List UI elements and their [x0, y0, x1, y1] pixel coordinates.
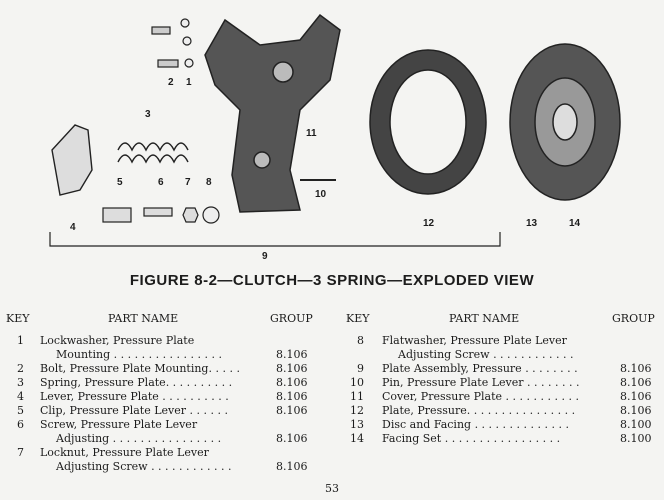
assembly-bracket	[50, 232, 500, 246]
small-parts-drawing	[103, 207, 219, 223]
right-part-name-header: PART NAME	[449, 312, 520, 325]
callout-7: 7	[185, 177, 191, 188]
left-key-header: KEY	[6, 312, 30, 325]
right-group-header: GROUP	[612, 312, 655, 325]
catalog-page: 1 2 3 4 5 6 7 8 9 10 11 12 13 14 FIGURE 8-2—CLUTCH—3 SPRING—EXPLODED VIEW KEY PART NAME GROUP KEY PART NAME GROUP 1 Lockwasher, Pressure Plate Mounting . . . . . . . . . . . . . . . . 8.106 2 Bolt, Pressure Plate Mounting. . . . . 8.106 3 Spring, Pressure Plate. . . . . . . . . . 8.106 4 Lever, Pressure Plate . . . . . . . . . . 8.106 5 Clip, Pressure Plate Lever . . . . . . 8.106 6 Screw, Pressure Plate Lever Adjusting . . . . . . . . . . . . . . . . 8.106 7 Locknut, Pressure Plate Lever Adjusting Screw . . . . . . . . . . . . 8.106 8 Flatwasher, Pressure Plate Lever Adjusting Screw . . . . . . . . . . . . 9 Plate Assembly, Pressure . . . . . . . . 8.106 10 Pin, Pressure Plate Lever . . . . . . . . 8.106 11 Cover, Pressure Plate . . . . . . . . . . . 8.106 12 Plate, Pressure. . . . . . . . . . . . . . . . 8.106 13 Disc and Facing . . . . . . . . . . . . . . 8.100 14 Facing Set . . . . . . . . . . . . . . . . . 8.100 53	[0, 0, 664, 500]
callout-1: 1	[186, 77, 192, 88]
callout-4: 4	[70, 222, 76, 233]
callout-14: 14	[569, 218, 581, 229]
bolt-lockwasher-drawing	[152, 19, 193, 67]
cover-drawing	[205, 15, 340, 212]
callout-12: 12	[423, 218, 435, 229]
callout-3: 3	[145, 109, 151, 120]
callout-2: 2	[168, 77, 174, 88]
pressure-plate-drawing	[370, 50, 486, 194]
spring-drawing	[118, 143, 188, 162]
callout-11: 11	[306, 128, 317, 139]
left-part-name-header: PART NAME	[108, 312, 179, 325]
left-group-header: GROUP	[270, 312, 313, 325]
callout-13: 13	[526, 218, 538, 229]
right-key-header: KEY	[346, 312, 370, 325]
callout-10: 10	[315, 189, 327, 200]
callout-5: 5	[117, 177, 123, 188]
callout-8: 8	[206, 177, 212, 188]
page-number: 53	[325, 482, 339, 495]
clutch-disc-drawing	[510, 44, 620, 200]
lever-drawing	[52, 125, 92, 195]
callout-6: 6	[158, 177, 164, 188]
callout-9: 9	[262, 251, 268, 262]
figure-title: FIGURE 8-2—CLUTCH—3 SPRING—EXPLODED VIEW	[129, 272, 535, 289]
